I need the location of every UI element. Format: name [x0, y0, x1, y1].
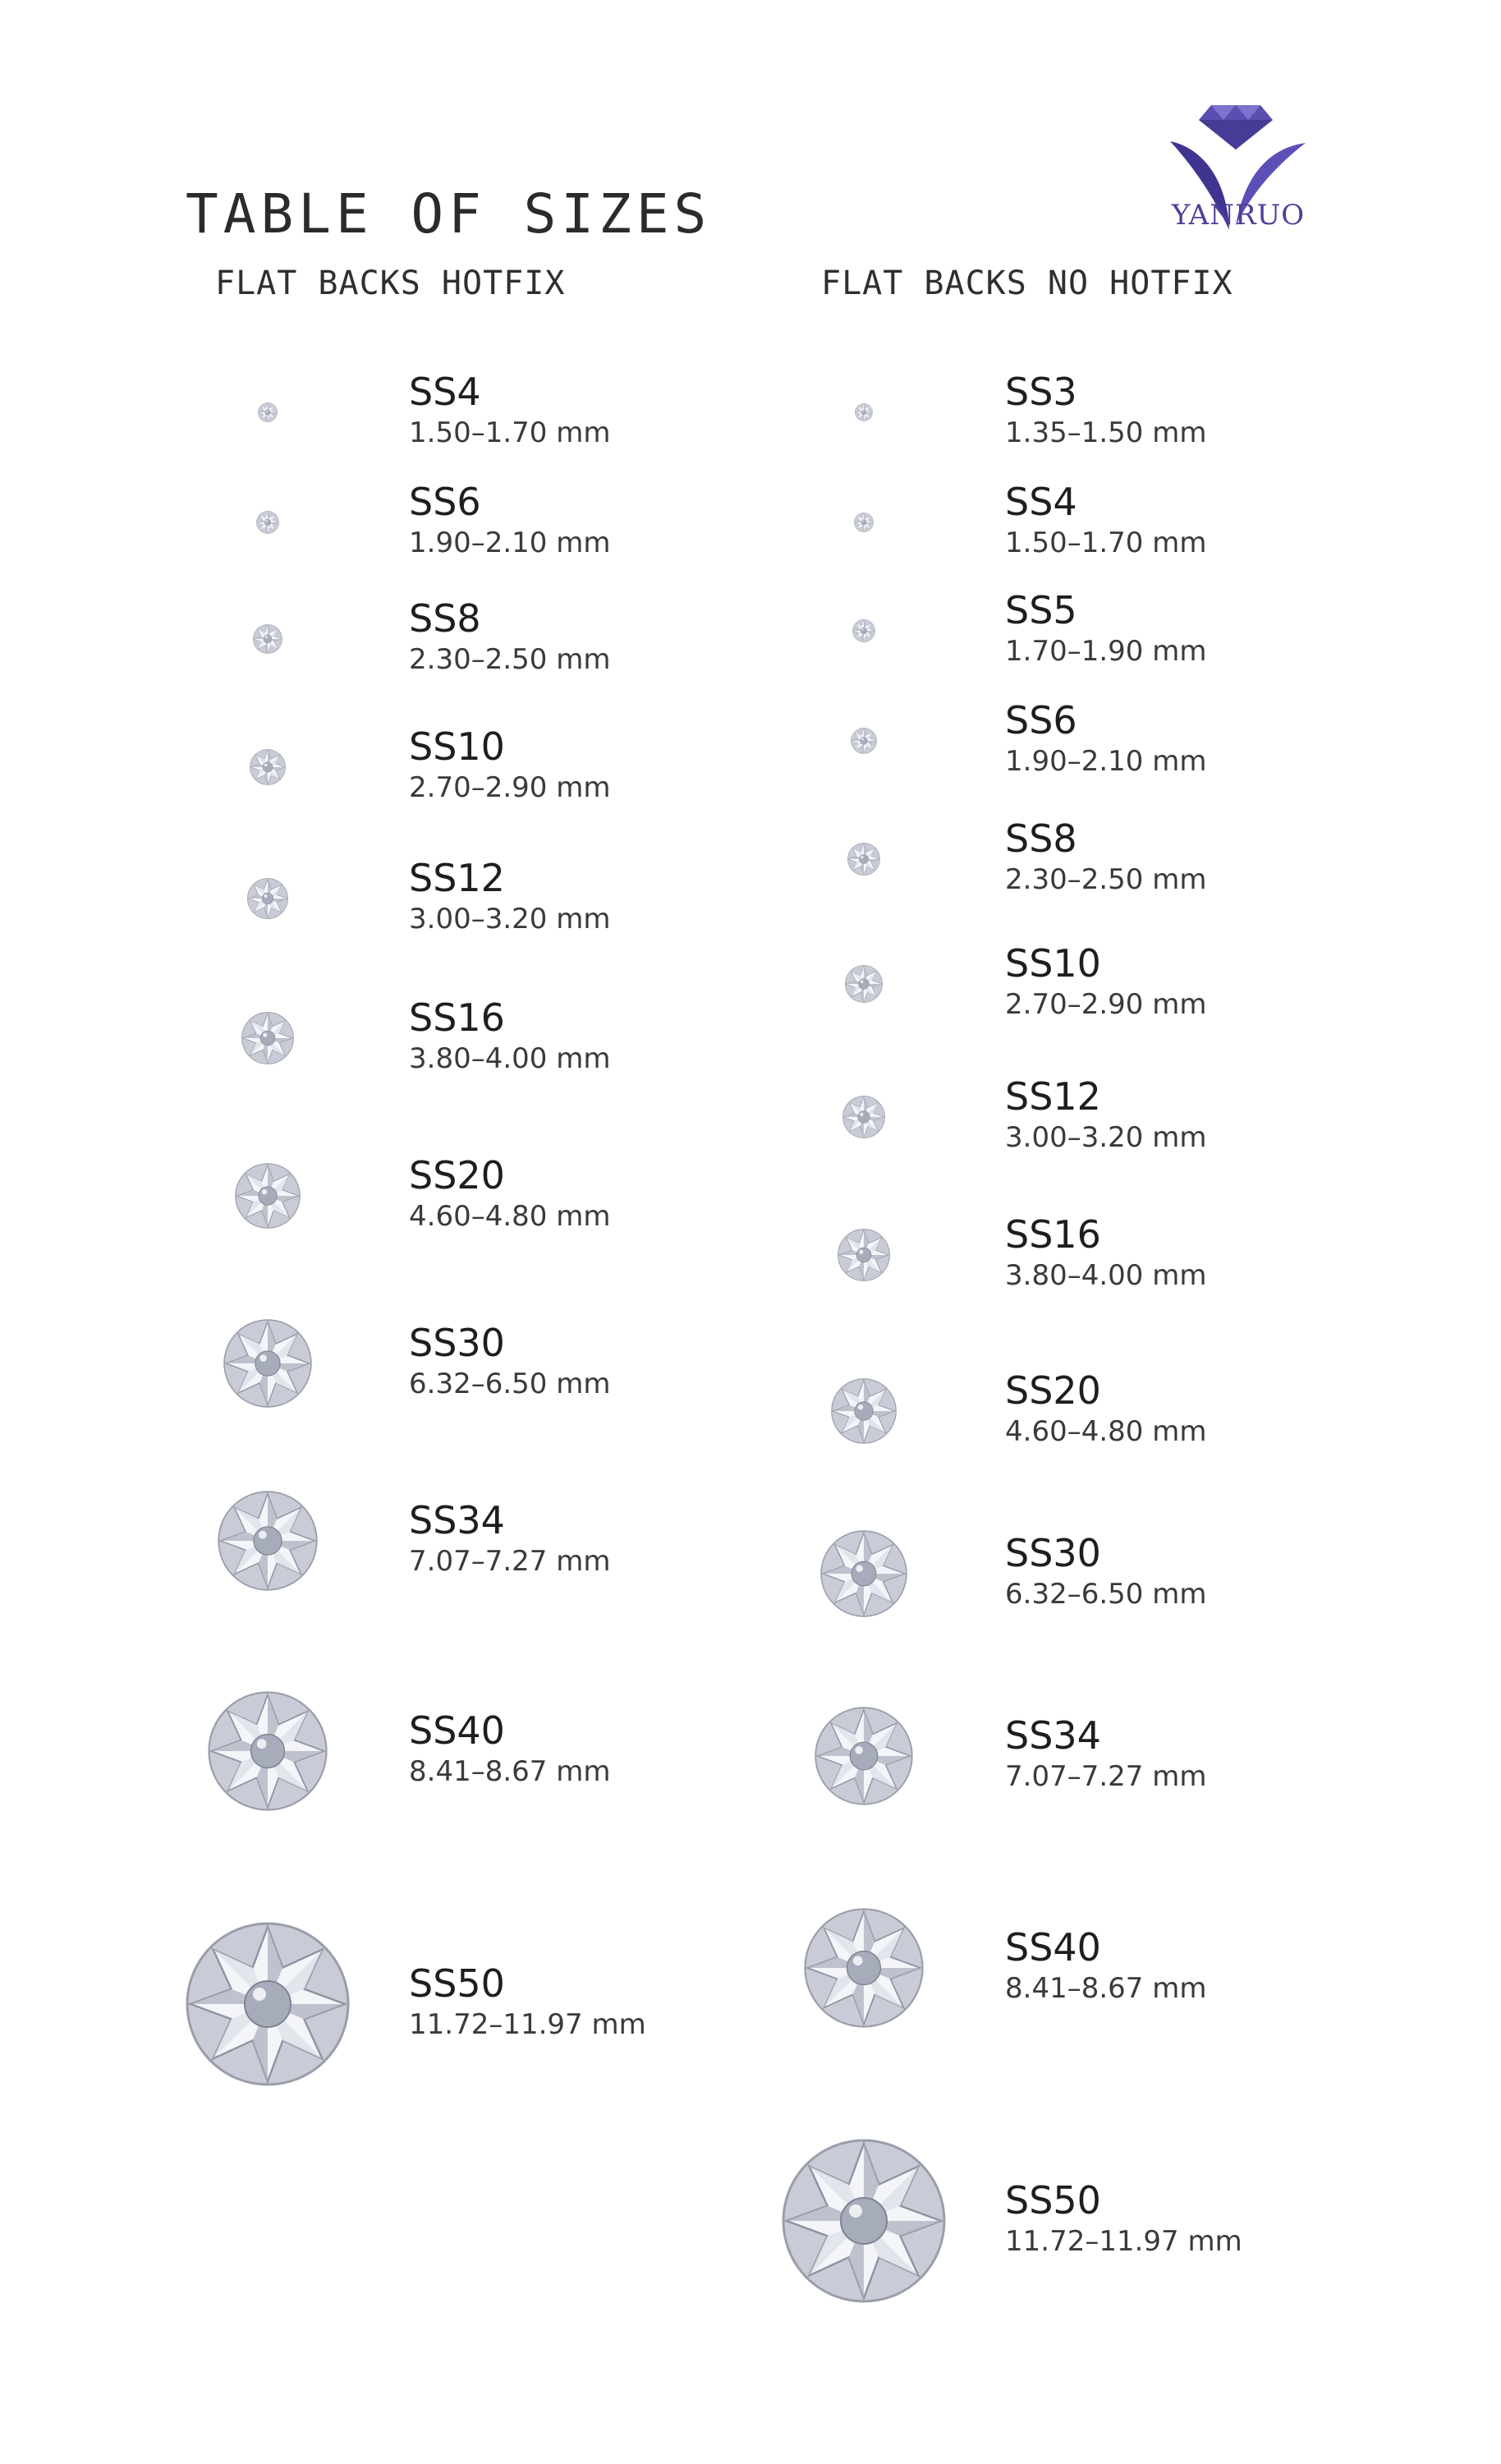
size-range: 4.60–4.80 mm	[409, 1200, 611, 1233]
rhinestone-icon	[218, 1491, 318, 1591]
size-range: 6.32–6.50 mm	[1005, 1578, 1207, 1611]
size-code: SS50	[409, 1961, 505, 2006]
rhinestone-icon	[847, 843, 880, 876]
size-code: SS12	[409, 856, 505, 900]
size-code: SS40	[1005, 1925, 1101, 1970]
rhinestone-icon	[854, 513, 874, 532]
rhinestone-icon	[815, 1707, 913, 1805]
size-range: 11.72–11.97 mm	[409, 2008, 646, 2041]
column-heading-no-hotfix: FLAT BACKS NO HOTFIX	[821, 264, 1233, 302]
column-heading-hotfix: FLAT BACKS HOTFIX	[215, 264, 566, 302]
size-code: SS34	[409, 1498, 505, 1542]
size-range: 3.00–3.20 mm	[1005, 1121, 1207, 1154]
size-code: SS8	[409, 596, 481, 641]
rhinestone-icon	[208, 1691, 328, 1811]
rhinestone-icon	[223, 1319, 312, 1408]
rhinestone-icon	[247, 878, 288, 919]
rhinestone-icon	[241, 1012, 294, 1064]
size-range: 7.07–7.27 mm	[1005, 1760, 1207, 1793]
size-range: 2.70–2.90 mm	[1005, 988, 1207, 1021]
size-code: SS4	[409, 370, 481, 414]
size-range: 11.72–11.97 mm	[1005, 2225, 1242, 2258]
size-range: 1.35–1.50 mm	[1005, 416, 1207, 449]
size-range: 1.70–1.90 mm	[1005, 635, 1207, 668]
size-range: 3.00–3.20 mm	[409, 903, 611, 935]
rhinestone-icon	[186, 1922, 350, 2086]
size-code: SS30	[1005, 1531, 1101, 1575]
size-code: SS12	[1005, 1074, 1101, 1119]
rhinestone-icon	[820, 1530, 907, 1617]
size-range: 1.50–1.70 mm	[409, 416, 611, 449]
rhinestone-icon	[851, 728, 877, 754]
size-code: SS8	[1005, 816, 1077, 861]
size-range: 8.41–8.67 mm	[1005, 1972, 1207, 2005]
rhinestone-icon	[250, 749, 286, 785]
size-range: 1.50–1.70 mm	[1005, 526, 1207, 559]
rhinestone-icon	[838, 1229, 890, 1281]
size-range: 6.32–6.50 mm	[409, 1368, 611, 1400]
size-range: 2.70–2.90 mm	[409, 771, 611, 804]
brand-name: YANRUO	[1171, 199, 1306, 232]
size-range: 1.90–2.10 mm	[409, 526, 611, 559]
size-code: SS16	[1005, 1212, 1101, 1257]
size-range: 7.07–7.27 mm	[409, 1545, 611, 1578]
rhinestone-icon	[235, 1163, 301, 1229]
page-title: TABLE OF SIZES	[186, 182, 712, 246]
size-range: 4.60–4.80 mm	[1005, 1415, 1207, 1448]
size-code: SS20	[409, 1153, 505, 1198]
size-range: 2.30–2.50 mm	[1005, 863, 1207, 896]
size-code: SS4	[1005, 480, 1077, 524]
size-code: SS34	[1005, 1713, 1101, 1758]
size-code: SS6	[409, 480, 481, 524]
rhinestone-icon	[831, 1378, 897, 1444]
size-range: 1.90–2.10 mm	[1005, 745, 1207, 778]
rhinestone-icon	[782, 2139, 946, 2303]
size-range: 3.80–4.00 mm	[1005, 1259, 1207, 1292]
rhinestone-icon	[256, 511, 279, 534]
size-code: SS40	[409, 1708, 505, 1753]
rhinestone-icon	[258, 402, 278, 422]
size-code: SS6	[1005, 698, 1077, 742]
size-code: SS20	[1005, 1368, 1101, 1413]
rhinestone-icon	[253, 624, 282, 654]
size-code: SS50	[1005, 2178, 1101, 2223]
size-code: SS3	[1005, 370, 1077, 414]
size-code: SS5	[1005, 588, 1077, 632]
rhinestone-icon	[842, 1096, 885, 1138]
size-code: SS30	[409, 1321, 505, 1365]
rhinestone-icon	[845, 965, 883, 1003]
rhinestone-icon	[855, 403, 873, 421]
size-range: 8.41–8.67 mm	[409, 1755, 611, 1788]
rhinestone-icon	[804, 1908, 924, 2028]
size-code: SS16	[409, 995, 505, 1040]
size-code: SS10	[409, 724, 505, 769]
size-range: 3.80–4.00 mm	[409, 1042, 611, 1075]
size-range: 2.30–2.50 mm	[409, 643, 611, 676]
size-code: SS10	[1005, 941, 1101, 986]
rhinestone-icon	[852, 619, 875, 642]
